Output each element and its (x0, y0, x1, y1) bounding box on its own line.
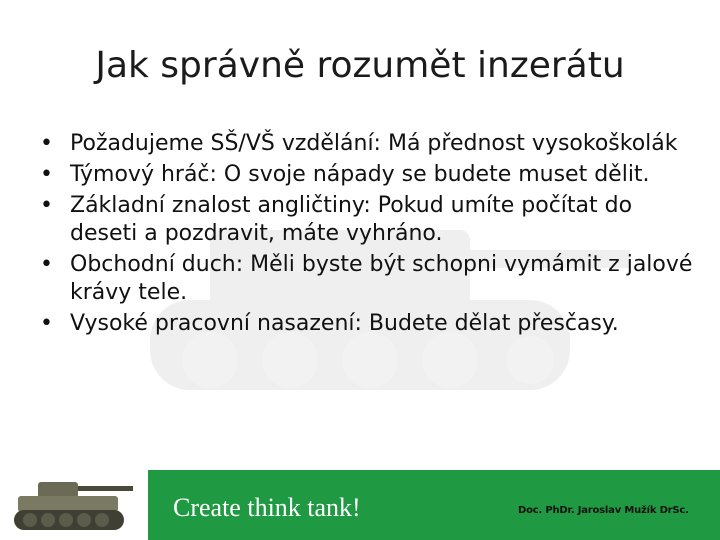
bullet-item (38, 192, 698, 248)
bullet-item (38, 130, 698, 158)
slide-title: Jak správně rozumět inzerátu (95, 45, 625, 86)
bullet-list (38, 130, 698, 341)
bullet-text: Požadujeme SŠ/VŠ vzdělání: Má přednost vysokoškolák (70, 131, 678, 156)
bullet-marker: • (40, 311, 53, 336)
bullet-item (38, 251, 698, 307)
bullet-marker: • (40, 131, 53, 156)
bullet-marker: • (40, 252, 53, 277)
footer-author: Doc. PhDr. Jaroslav Mužík DrSc. (518, 505, 689, 516)
bullet-text: Vysoké pracovní nasazení: Budete dělat přesčasy. (70, 311, 619, 336)
bullet-text: Základní znalost angličtiny: Pokud umíte počítat do deseti a pozdravit, máte vyhráno. (70, 193, 633, 246)
bullet-item (38, 161, 698, 189)
bullet-text: Týmový hráč: O svoje nápady se budete muset dělit. (70, 162, 650, 187)
bullet-marker: • (40, 162, 53, 187)
bullet-marker: • (40, 193, 53, 218)
footer-slogan: Create think tank! (173, 493, 361, 522)
bullet-text: Obchodní duch: Měli byste být schopni vymámit z jalové krávy tele. (70, 252, 693, 305)
tank-logo-icon (8, 470, 138, 540)
bullet-item (38, 310, 698, 338)
